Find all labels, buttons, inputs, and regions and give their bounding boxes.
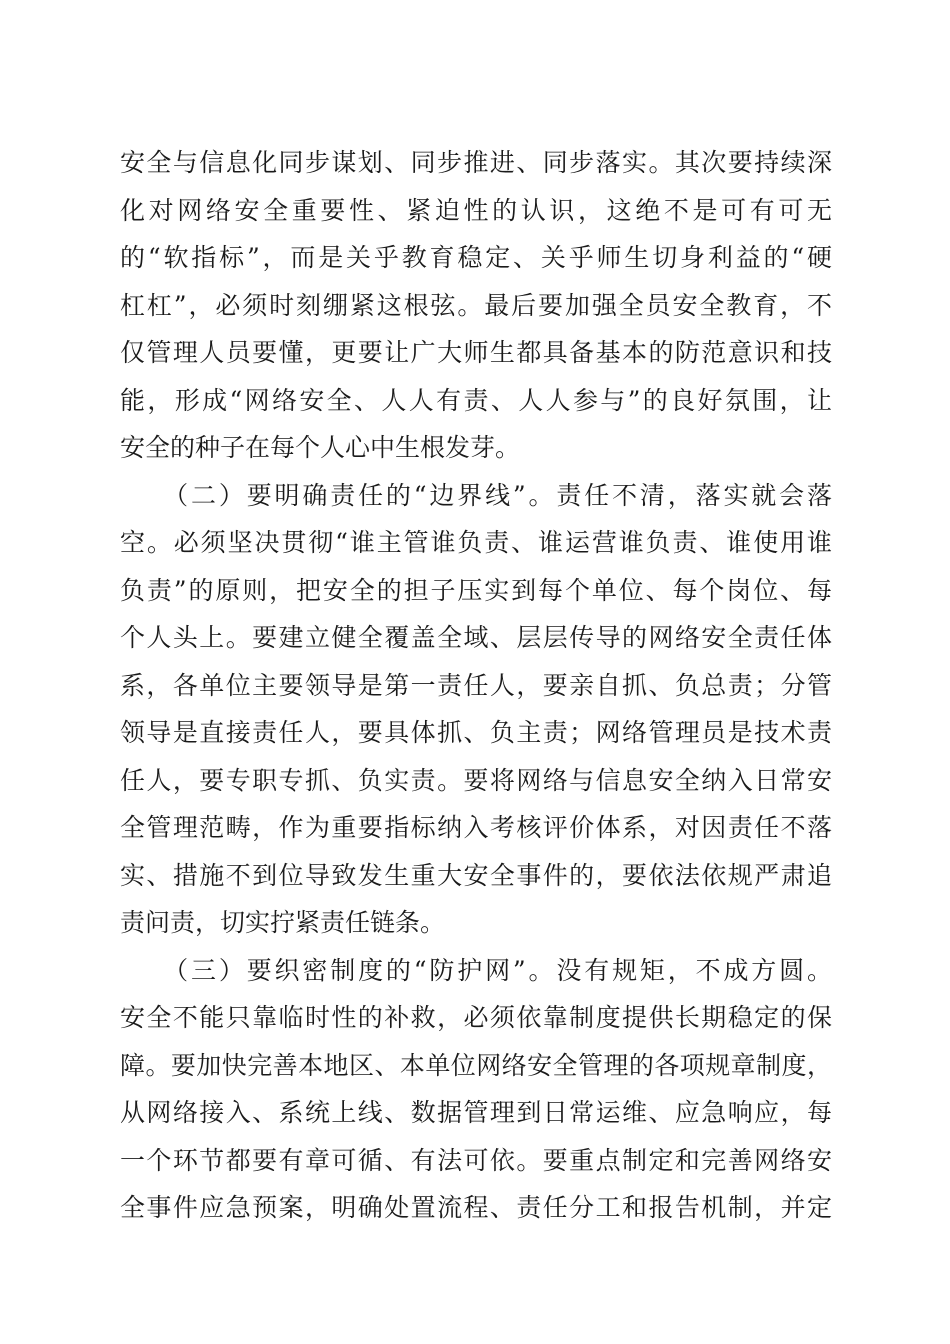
paragraph-2 [120,472,832,947]
text-line: 责问责，切实拧紧责任链条。 [120,908,446,937]
text-line: 安全不能只靠临时性的补救，必须依靠制度提供长期稳定的保 [120,1003,832,1032]
text-line: 障。要加快完善本地区、本单位网络安全管理的各项规章制度， [120,1050,832,1080]
text-line: 空。必须坚决贯彻“谁主管谁负责、谁运营谁负责、谁使用谁 [120,528,832,557]
text-line: 从网络接入、系统上线、数据管理到日常运维、应急响应，每 [120,1098,832,1127]
text-line: 全管理范畴，作为重要指标纳入考核评价体系，对因责任不落 [120,813,832,842]
text-line: 一个环节都要有章可循、有法可依。要重点制定和完善网络安 [120,1145,832,1175]
text-line: 杠杠”，必须时刻绷紧这根弦。最后要加强全员安全教育，不 [120,290,832,320]
text-line: 任人，要专职专抓、负实责。要将网络与信息安全纳入日常安 [120,765,832,795]
text-line: 能，形成“网络安全、人人有责、人人参与”的良好氛围，让 [120,385,832,415]
text-line: 领导是直接责任人，要具体抓、负主责；网络管理员是技术责 [120,718,832,747]
section-heading-line: （二）要明确责任的“边界线”。责任不清，落实就会落 [120,480,832,510]
paragraph-1 [120,139,832,472]
text-line: 安全的种子在每个人心中生根发芽。 [120,433,521,462]
document-body [120,139,832,1232]
text-line: 安全与信息化同步谋划、同步推进、同步落实。其次要持续深 [120,148,832,177]
text-line: 个人头上。要建立健全覆盖全域、层层传导的网络安全责任体 [120,623,832,652]
text-line: 系，各单位主要领导是第一责任人，要亲自抓、负总责；分管 [120,670,832,700]
text-line: 负责”的原则，把安全的担子压实到每个单位、每个岗位、每 [120,575,832,605]
paragraph-3 [120,947,832,1232]
text-line: 仅管理人员要懂，更要让广大师生都具备基本的防范意识和技 [120,338,832,367]
text-line: 全事件应急预案，明确处置流程、责任分工和报告机制，并定 [120,1193,832,1222]
text-line: 实、措施不到位导致发生重大安全事件的，要依法依规严肃追 [120,860,832,890]
text-line: 的“软指标”，而是关乎教育稳定、关乎师生切身利益的“硬 [120,243,832,272]
text-line: 化对网络安全重要性、紧迫性的认识，这绝不是可有可无 [120,195,832,225]
section-heading-line: （三）要织密制度的“防护网”。没有规矩，不成方圆。 [120,955,832,985]
